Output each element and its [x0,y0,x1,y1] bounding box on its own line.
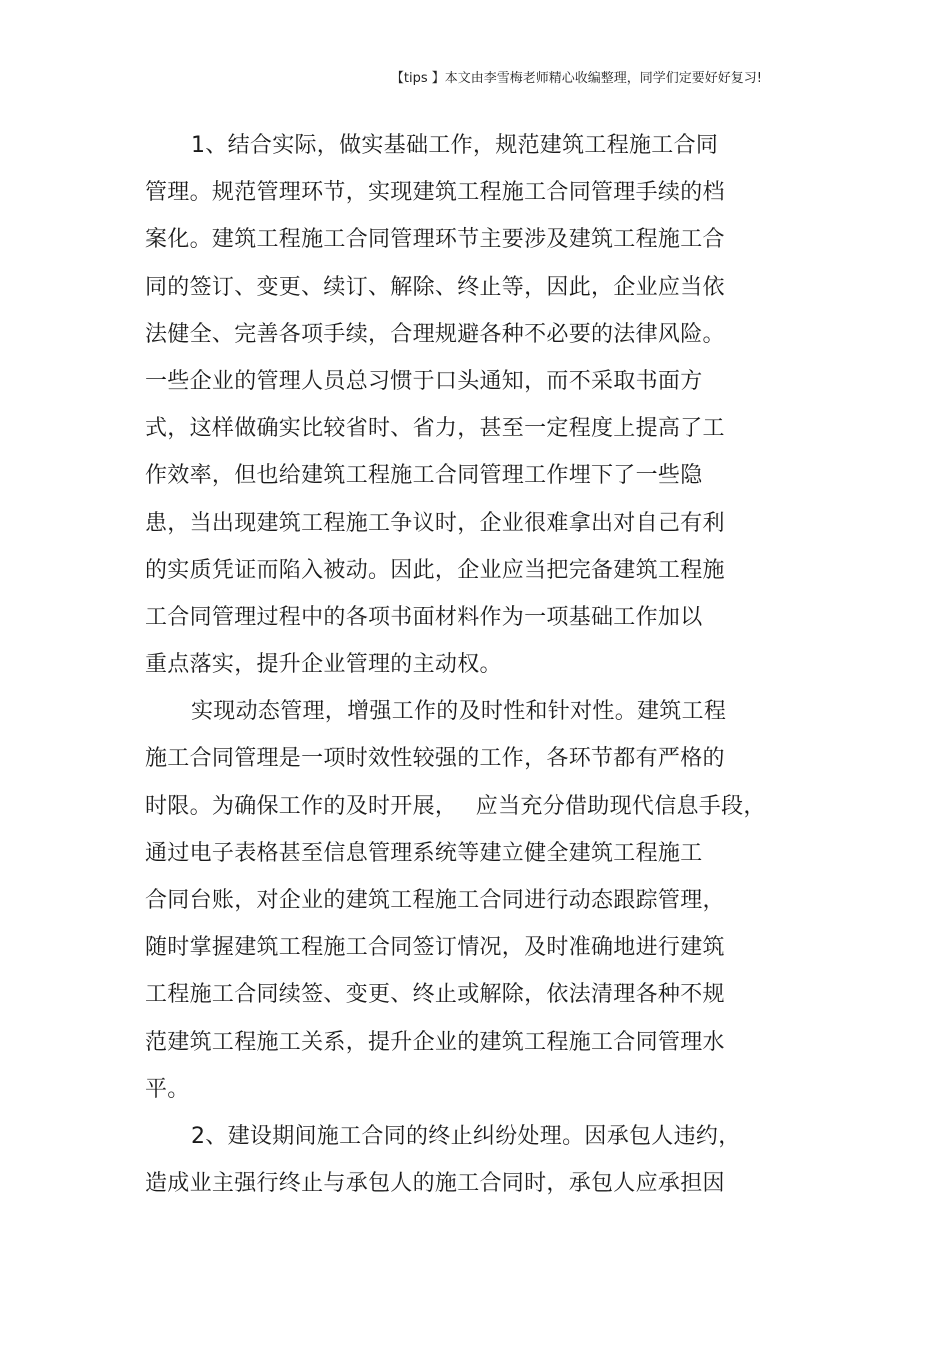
paragraph-line: 案化。建筑工程施工合同管理环节主要涉及建筑工程施工合 [145,227,725,253]
paragraph-line: 范建筑工程施工关系，提升企业的建筑工程施工合同管理水 [145,1029,725,1055]
paragraph-line: 同的签订、变更、续订、解除、终止等，因此，企业应当依 [145,274,725,300]
body-text [145,122,785,1207]
paragraph-line: 实现动态管理，增强工作的及时性和针对性。建筑工程 [191,699,727,725]
paragraph-line: 作效率，但也给建筑工程施工合同管理工作埋下了一些隐 [145,463,703,489]
paragraph-line: 工程施工合同续签、变更、终止或解除，依法清理各种不规 [145,982,725,1008]
paragraph-line: 时限。为确保工作的及时开展， 应当充分借助现代信息手段， [145,793,766,819]
paragraph-line: 的实质凭证而陷入被动。因此，企业应当把完备建筑工程施 [145,557,725,583]
paragraph-line: 1、结合实际，做实基础工作，规范建筑工程施工合同 [191,133,719,158]
paragraph-line: 工合同管理过程中的各项书面材料作为一项基础工作加以 [145,604,703,630]
paragraph-line: 通过电子表格甚至信息管理系统等建立健全建筑工程施工 [145,840,703,866]
paragraph-line: 法健全、完善各项手续，合理规避各种不必要的法律风险。 [145,321,725,347]
paragraph-line: 管理。规范管理环节，实现建筑工程施工合同管理手续的档 [145,180,725,206]
header-tip: 【tips 】本文由李雪梅老师精心收编整理，同学们定要好好复习! [390,71,762,86]
paragraph-line: 平。 [145,1076,190,1102]
paragraph-line: 合同台账，对企业的建筑工程施工合同进行动态跟踪管理， [145,888,725,913]
paragraph-line: 施工合同管理是一项时效性较强的工作，各环节都有严格的 [145,746,725,772]
paragraph-line: 随时掌握建筑工程施工合同签订情况，及时准确地进行建筑 [145,935,725,961]
paragraph-line: 2、建设期间施工合同的终止纠纷处理。因承包人违约， [191,1123,741,1149]
paragraph-line: 一些企业的管理人员总习惯于口头通知，而不采取书面方 [145,368,703,394]
paragraph-line: 重点落实，提升企业管理的主动权。 [145,652,502,678]
paragraph-line: 患，当出现建筑工程施工争议时，企业很难拿出对自己有利 [145,510,725,536]
paragraph-line: 式，这样做确实比较省时、省力，甚至一定程度上提高了工 [145,416,725,442]
paragraph-line: 造成业主强行终止与承包人的施工合同时，承包人应承担因 [145,1171,725,1197]
